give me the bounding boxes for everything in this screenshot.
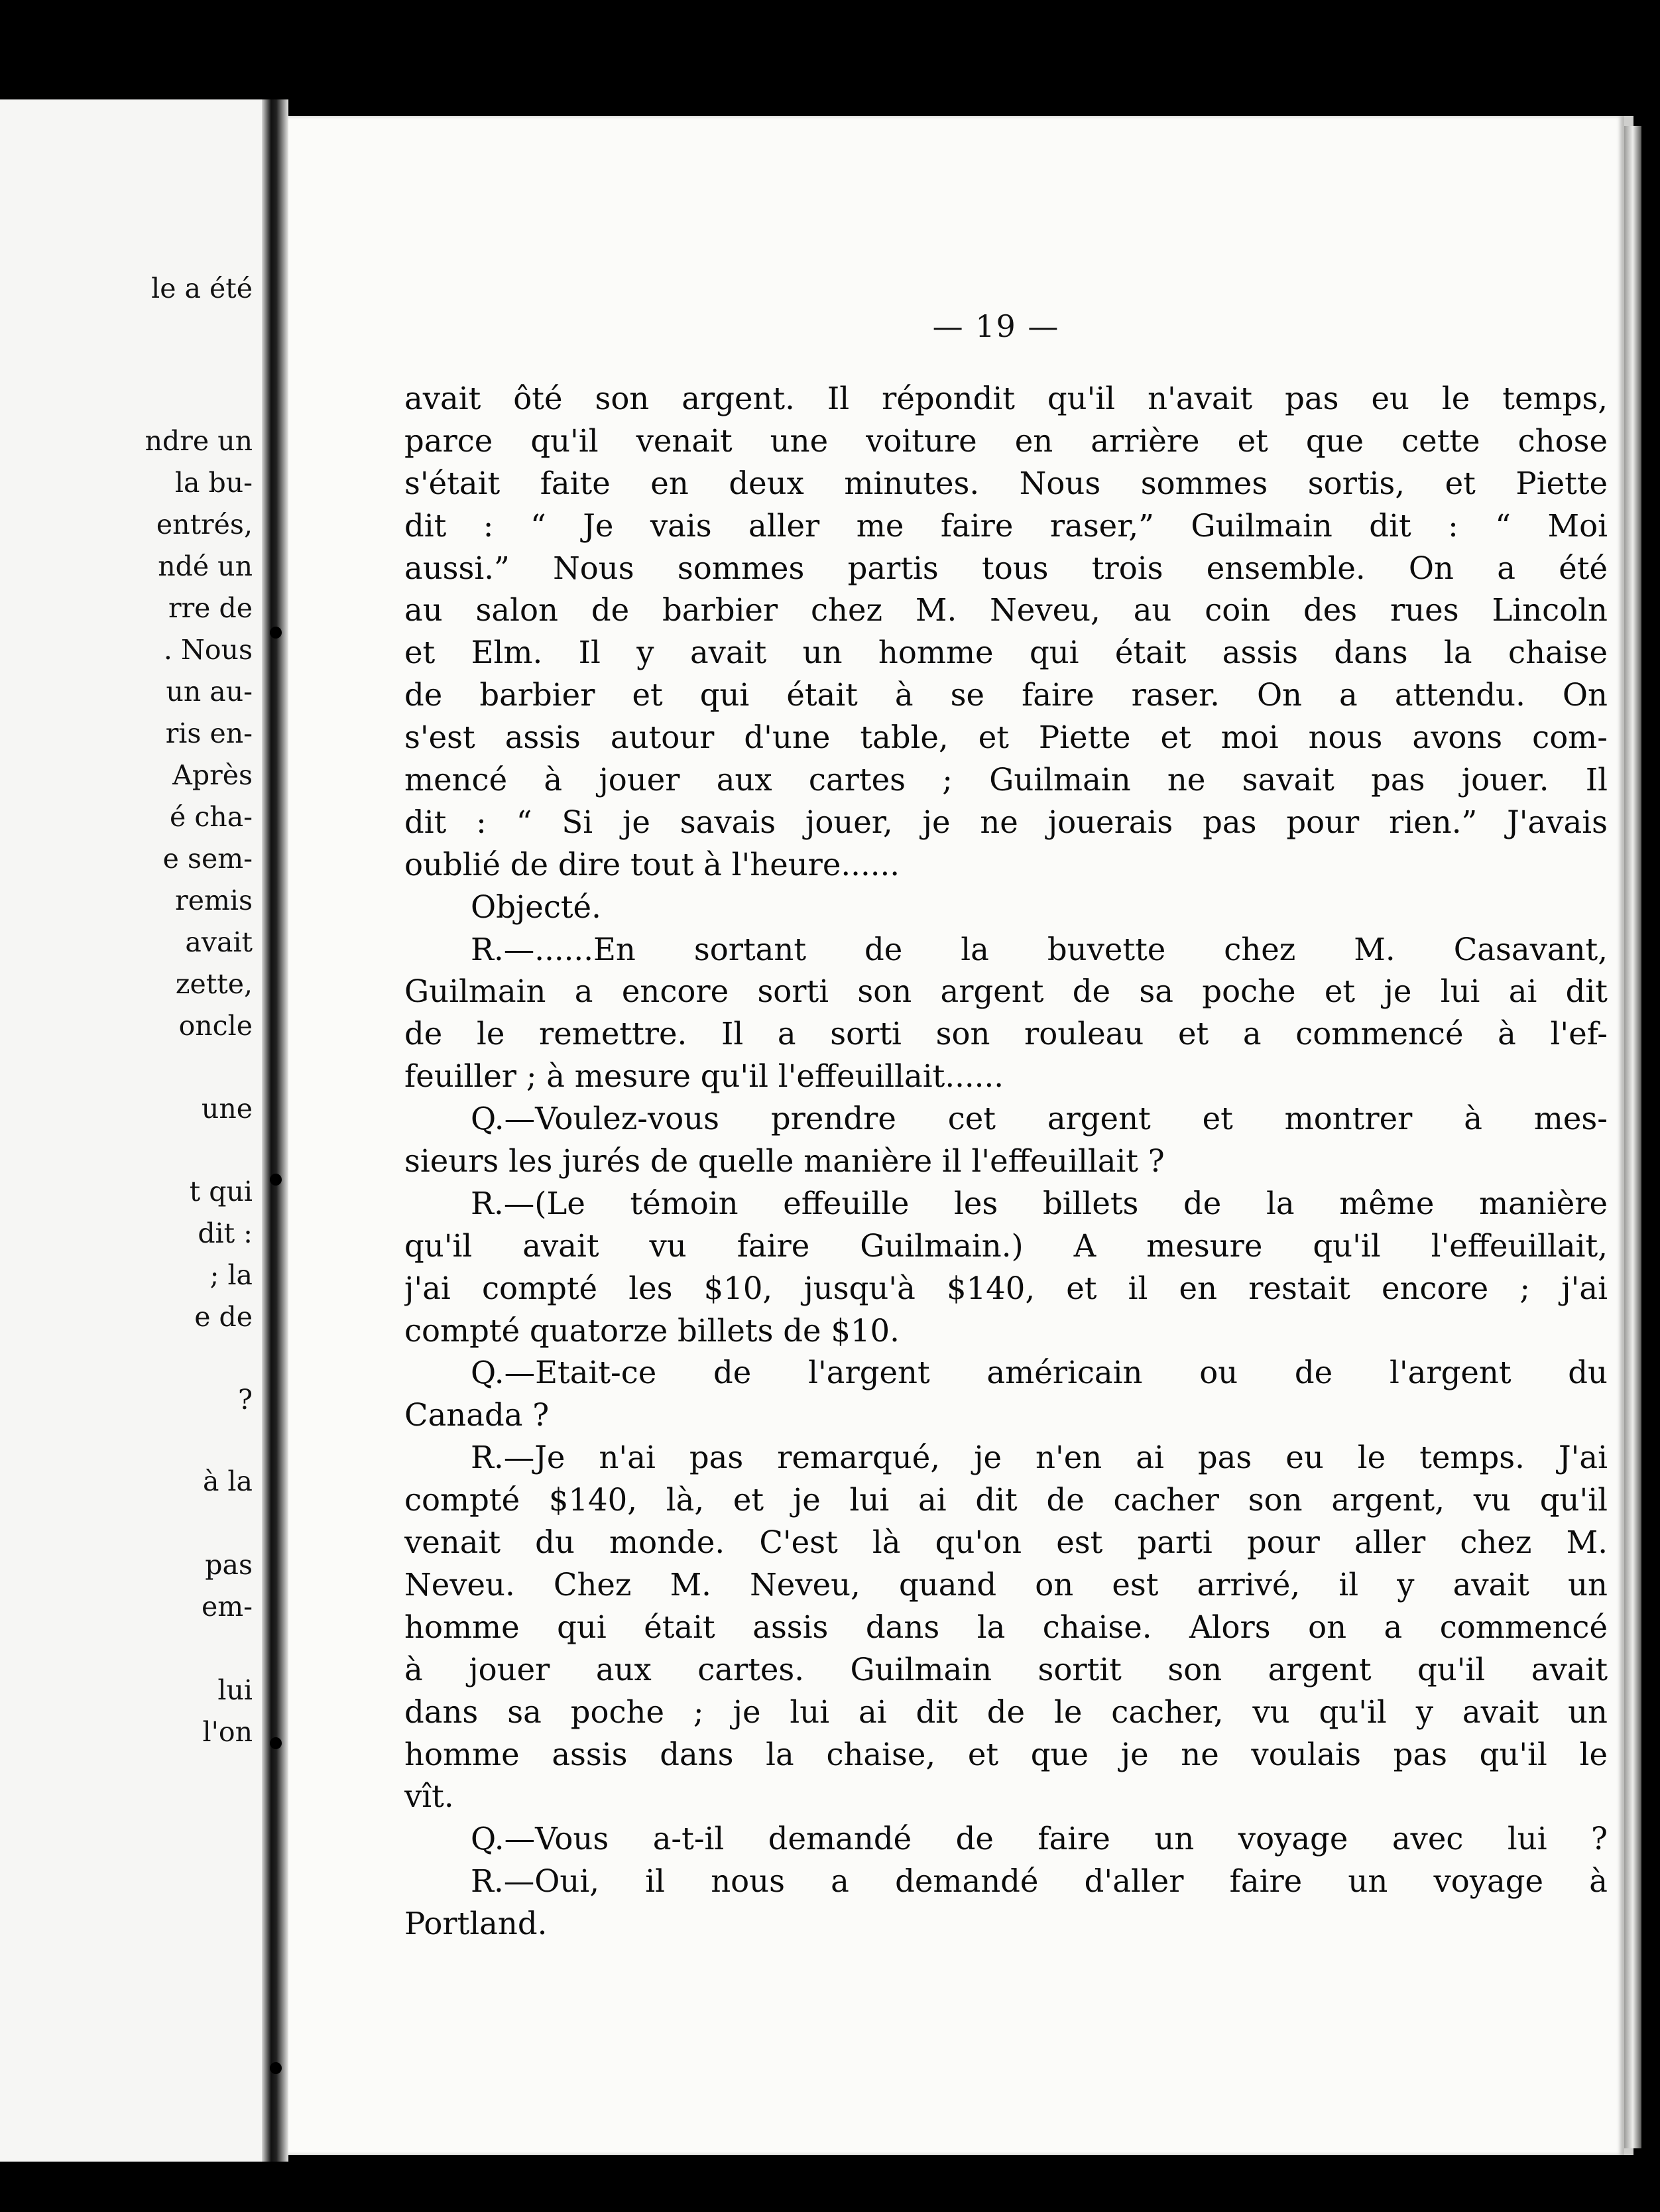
- previous-page-line-fragment: une: [201, 1093, 253, 1125]
- previous-page-line-fragment: pas: [205, 1549, 253, 1581]
- book-gutter: [262, 99, 288, 2162]
- text-line: homme assis dans la chaise, et que je ne voulais pas qu'il le: [404, 1736, 1608, 1772]
- previous-page-line-fragment: ndé un: [158, 550, 253, 582]
- text-line: vît.: [404, 1778, 454, 1815]
- previous-page-line-fragment: dit :: [198, 1217, 253, 1249]
- text-line: R.—Je n'ai pas remarqué, je n'en ai pas eu le temps. J'ai: [471, 1440, 1608, 1476]
- binding-thread-mark: [270, 1737, 282, 1749]
- previous-page-line-fragment: le a été: [151, 273, 253, 304]
- text-line: de le remettre. Il a sorti son rouleau et a commencé à l'ef-: [404, 1016, 1608, 1052]
- text-line: et Elm. Il y avait un homme qui était assis dans la chaise: [404, 635, 1608, 671]
- previous-page-line-fragment: e sem-: [162, 843, 253, 875]
- previous-page-line-fragment: avait: [185, 926, 253, 958]
- page-stack-edge: [1624, 126, 1641, 2148]
- text-line: qu'il avait vu faire Guilmain.) A mesure qu'il l'effeuillait,: [404, 1227, 1608, 1264]
- text-line: feuiller ; à mesure qu'il l'effeuillait......: [404, 1058, 1004, 1095]
- binding-thread-mark: [270, 2062, 282, 2074]
- current-page: [288, 116, 1633, 2155]
- previous-page-line-fragment: entrés,: [156, 509, 253, 540]
- previous-page: [0, 99, 262, 2162]
- text-line: dit : “ Si je savais jouer, je ne jouerais pas pour rien.” J'avais: [404, 804, 1608, 840]
- text-line: j'ai compté les $10, jusqu'à $140, et il en restait encore ; j'ai: [404, 1270, 1608, 1306]
- text-line: Guilmain a encore sorti son argent de sa poche et je lui ai dit: [404, 973, 1608, 1010]
- text-line: oublié de dire tout à l'heure......: [404, 846, 900, 883]
- text-line: R.—(Le témoin effeuille les billets de la même manière: [471, 1185, 1608, 1221]
- previous-page-line-fragment: é cha-: [170, 801, 253, 833]
- previous-page-line-fragment: à la: [202, 1465, 253, 1497]
- text-line: Q.—Voulez-vous prendre cet argent et montrer à mes-: [471, 1101, 1608, 1137]
- previous-page-line-fragment: un au-: [166, 676, 253, 707]
- text-line: R.—Oui, il nous a demandé d'aller faire un voyage à: [471, 1863, 1608, 1900]
- text-line: au salon de barbier chez M. Neveu, au coin des rues Lincoln: [404, 592, 1608, 629]
- text-line: Objecté.: [471, 889, 601, 925]
- previous-page-line-fragment: t qui: [189, 1176, 253, 1207]
- text-line: compté quatorze billets de $10.: [404, 1312, 900, 1349]
- page-number: — 19 —: [932, 308, 1060, 344]
- previous-page-line-fragment: rre de: [168, 592, 253, 624]
- previous-page-line-fragment: lui: [217, 1674, 253, 1706]
- previous-page-line-fragment: remis: [175, 885, 253, 916]
- text-line: avait ôté son argent. Il répondit qu'il n'avait pas eu le temps,: [404, 381, 1608, 416]
- text-line: de barbier et qui était à se faire raser. On a attendu. On: [404, 677, 1608, 713]
- previous-page-line-fragment: em-: [202, 1591, 253, 1623]
- text-line: parce qu'il venait une voiture en arrière et que cette chose: [404, 422, 1608, 459]
- text-line: venait du monde. C'est là qu'on est parti pour aller chez M.: [404, 1524, 1608, 1561]
- text-line: Q.—Vous a-t-il demandé de faire un voyage avec lui ?: [471, 1821, 1608, 1857]
- previous-page-line-fragment: ?: [238, 1384, 253, 1416]
- previous-page-line-fragment: l'on: [202, 1716, 253, 1748]
- text-line: s'est assis autour d'une table, et Piette et moi nous avons com-: [404, 719, 1608, 756]
- binding-thread-mark: [270, 627, 282, 639]
- previous-page-line-fragment: ; la: [209, 1259, 253, 1291]
- text-line: dans sa poche ; je lui ai dit de le cacher, vu qu'il y avait un: [404, 1693, 1608, 1730]
- binding-thread-mark: [270, 1174, 282, 1186]
- text-line: mencé à jouer aux cartes ; Guilmain ne savait pas jouer. Il: [404, 762, 1608, 798]
- text-line: sieurs les jurés de quelle manière il l'effeuillait ?: [404, 1143, 1165, 1180]
- previous-page-line-fragment: la bu-: [174, 467, 253, 499]
- text-line: à jouer aux cartes. Guilmain sortit son argent qu'il avait: [404, 1651, 1608, 1688]
- text-line: R.—......En sortant de la buvette chez M. Casavant,: [471, 931, 1608, 967]
- page-text: [404, 378, 1608, 1945]
- text-line: s'était faite en deux minutes. Nous sommes sortis, et Piette: [404, 465, 1608, 501]
- text-line: compté $140, là, et je lui ai dit de cacher son argent, vu qu'il: [404, 1482, 1608, 1518]
- previous-page-line-fragment: ris en-: [165, 717, 253, 749]
- text-line: Neveu. Chez M. Neveu, quand on est arrivé, il y avait un: [404, 1566, 1608, 1603]
- previous-page-line-fragment: Après: [172, 759, 253, 791]
- text-line: homme qui était assis dans la chaise. Alors on a commencé: [404, 1609, 1608, 1645]
- text-line: Canada ?: [404, 1397, 550, 1434]
- previous-page-line-fragment: oncle: [178, 1010, 253, 1042]
- text-line: dit : “ Je vais aller me faire raser,” Guilmain dit : “ Moi: [404, 507, 1608, 544]
- previous-page-line-fragment: e de: [194, 1301, 253, 1333]
- text-line: Q.—Etait-ce de l'argent américain ou de l'argent du: [471, 1355, 1608, 1391]
- text-line: Portland.: [404, 1906, 548, 1942]
- text-line: aussi.” Nous sommes partis tous trois ensemble. On a été: [404, 550, 1608, 586]
- previous-page-line-fragment: zette,: [175, 968, 253, 1000]
- previous-page-line-fragment: . Nous: [163, 634, 253, 666]
- previous-page-line-fragment: ndre un: [145, 425, 253, 457]
